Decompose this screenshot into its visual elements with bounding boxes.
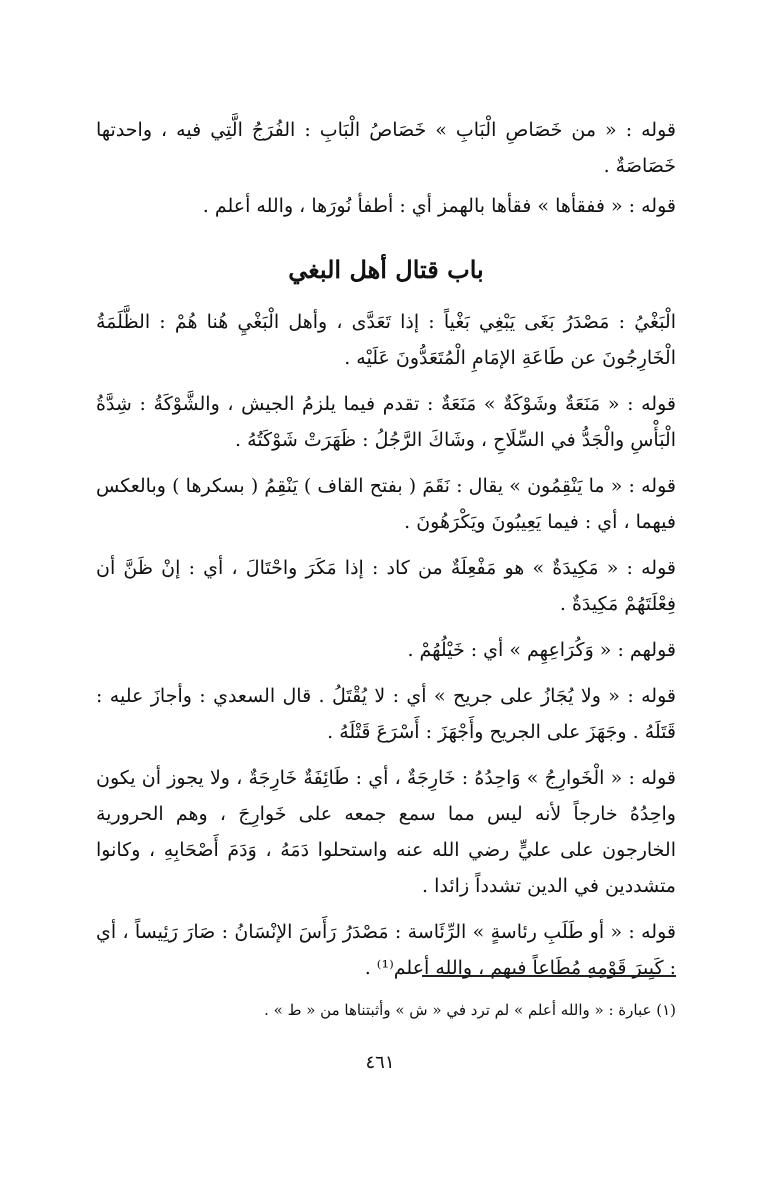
paragraph: قوله : « من خَصَاصِ الْبَابِ » خَصَاصُ الْبَابِ : الفُرَجُ الَّتِي فيه ، واحدتها خَصَاصَةٌ . [96, 119, 676, 177]
page-number: ٤٦١ [365, 1052, 395, 1073]
footnote-divider [422, 975, 676, 977]
main-text [96, 112, 676, 996]
paragraph: قولهم : « وَكُرَاعِهِم » أي : خَيْلُهُمْ . [407, 639, 676, 661]
paragraph: الْبَغْيُ : مَصْدَرُ بَغَى يَبْغِي بَغْياً : إذا تَعَدَّى ، وأهل الْبَغْيِ هُنا هُمْ : الظَّلَمَةُ الْخَارِجُونَ عن طَاعَةِ الإمَامِ الْمُتَعَدُّونَ عَلَيْه . [96, 311, 676, 369]
paragraph: قوله : « الْخَوارِجُ » وَاحِدُهُ : خَارِجَةٌ ، أي : طَائِفَةٌ خَارِجَةٌ ، ولا يجوز أن يكون واحِدُهُ خارجاً لأنه ليس مما سمع جمعه على خَوارِجَ ، وهم الحرورية الخارجون على عليٍّ رضي الله عنه واستحلوا دَمَهُ ، وَدَمَ أَصْحَابِهِ ، وكانوا متشددين في الدين تشدداً زائدا . [96, 767, 676, 897]
paragraph: قوله : « مَنَعَةٌ وشَوْكَةٌ » مَنَعَةٌ : تقدم فيما يلزمُ الجيش ، والشَّوْكَةُ : شِدَّةُ الْبَأْسِ والْجَدُّ في السِّلَاحِ ، وشَاكَ الرَّجُلُ : ظَهَرَتْ شَوْكَتُهُ . [96, 393, 676, 451]
paragraph: قوله : « ففقأها » فقأها بالهمز أي : أطفأ نُورَها ، والله أعلم . [202, 195, 676, 217]
paragraph: قوله : « مَكِيدَةٌ » هو مَفْعِلَةٌ من كاد : إذا مَكَرَ واحْتَالَ ، أي : إنْ ظَنَّ أن فِعْلَتَهُمْ مَكِيدَةٌ . [96, 557, 676, 615]
paragraph: قوله : « أو طَلَبِ رئاسةٍ » الرِّئَاسة : مَصْدَرُ رَأَسَ الإنْسَانُ : صَارَ رَئِيساً ، أي : كَبِيرَ قَوْمِهِ مُطَاعاً فيهم ، والله أعلم⁽¹⁾ . [96, 921, 676, 979]
section-heading: باب قتال أهل البغي [288, 255, 484, 284]
paragraph: قوله : « ولا يُجَازُ على جريح » أي : لا يُقْتَلُ . قال السعدي : وأجازَ عليه : قَتَلَهُ . وجَهَزَ على الجريح وأَجْهَزَ : أَسْرَعَ قَتْلَهُ . [96, 685, 676, 743]
footnote: (١) عبارة : « والله أعلم » لم ترد في « ش » وأثبتناها من « ط » . [264, 1001, 676, 1019]
paragraph: قوله : « ما يَنْقِمُون » يقال : نَقَمَ ( بفتح القاف ) يَنْقِمُ ( بسكرها ) وبالعكس فيهما ، أي : فيما يَعِيبُونَ ويَكْرَهُونَ . [96, 475, 676, 533]
